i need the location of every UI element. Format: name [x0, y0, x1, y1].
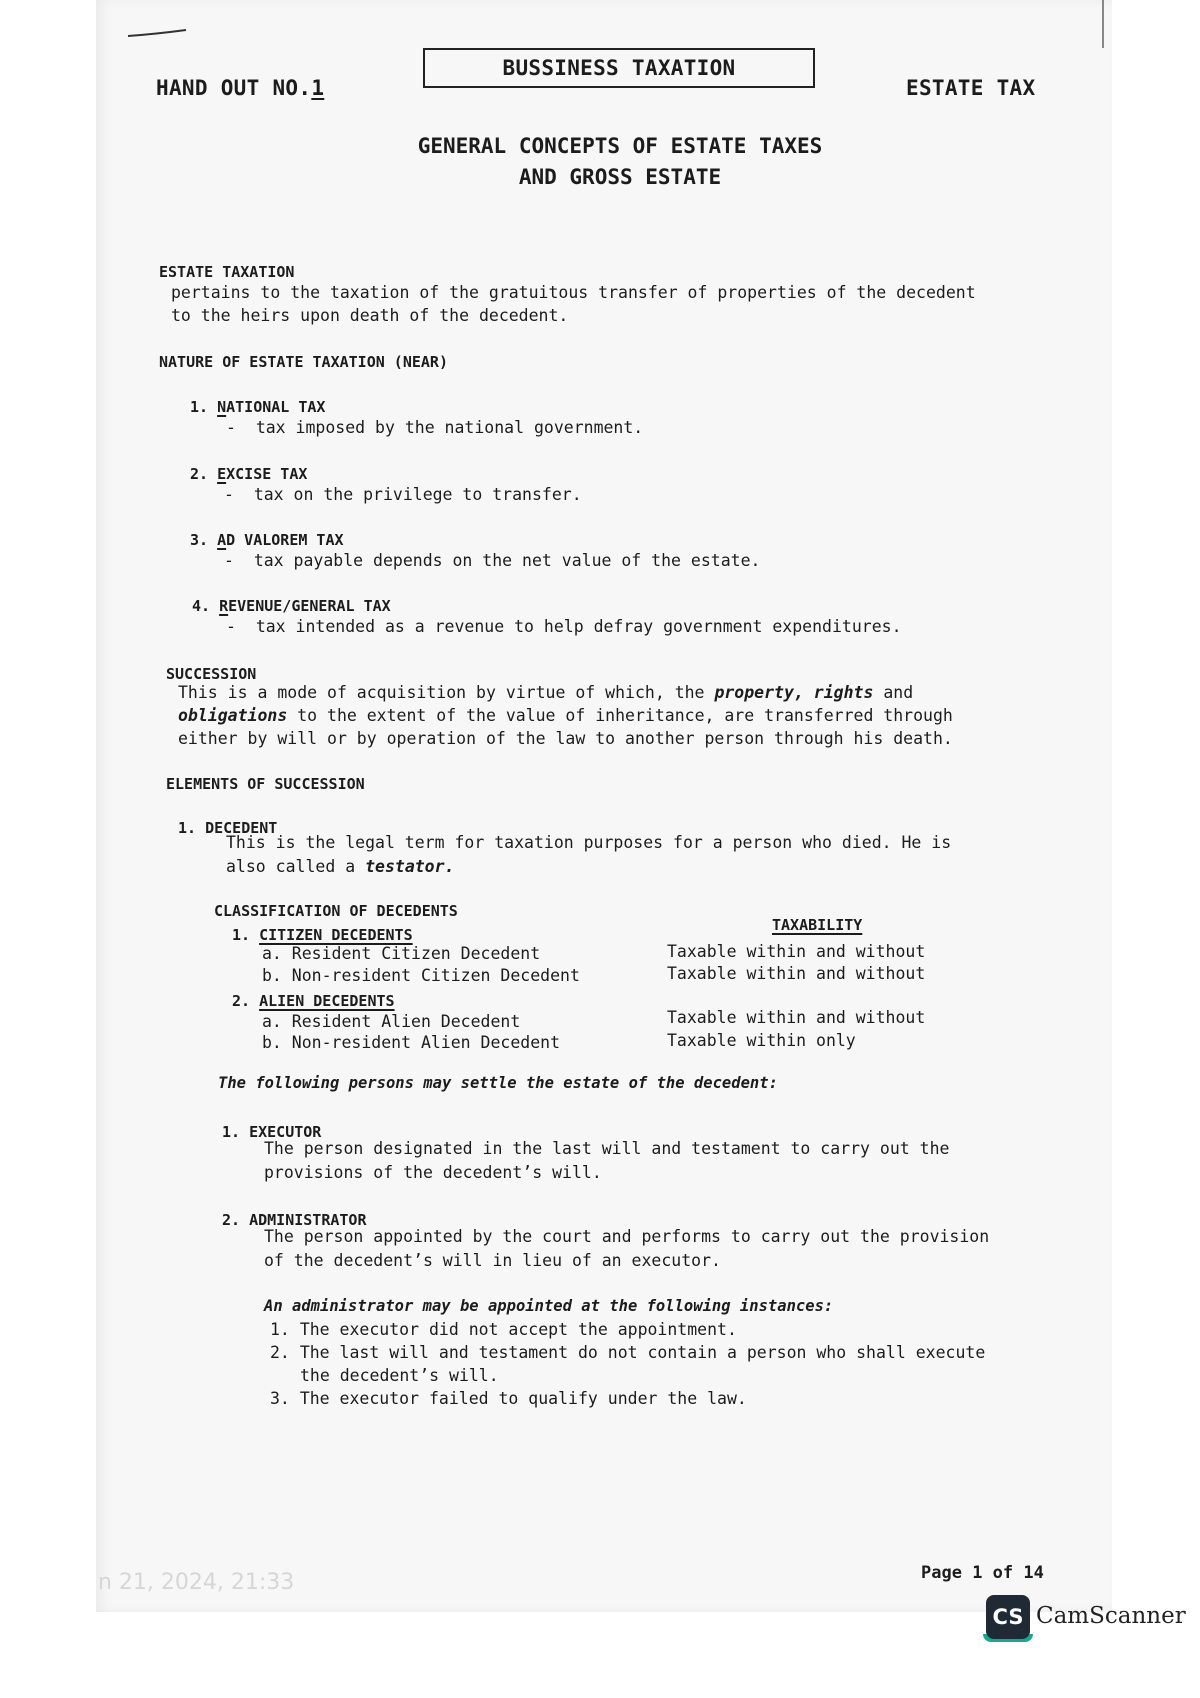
- item-number: 2.: [232, 992, 251, 1010]
- classification-heading: CLASSIFICATION OF DECEDENTS: [214, 902, 458, 920]
- citizen-row-resident: a. Resident Citizen Decedent: [262, 944, 541, 963]
- decedent-def-line2: [226, 855, 454, 878]
- document-title-line1: GENERAL CONCEPTS OF ESTATE TAXES: [417, 134, 823, 158]
- succession-line2: [178, 704, 953, 727]
- nature-desc-excise: [224, 483, 582, 506]
- item-number: 1.: [190, 398, 209, 416]
- item-number: 1.: [232, 926, 251, 944]
- item-label: EXECUTOR: [249, 1123, 322, 1141]
- item-description: tax intended as a revenue to help defray government expenditures.: [255, 617, 902, 636]
- succession-line1: [178, 681, 913, 704]
- alien-decedents-label: [232, 992, 395, 1010]
- item-number: 4.: [192, 597, 211, 615]
- handout-number: 1: [311, 76, 325, 100]
- instances-intro: An administrator may be appointed at the following instances:: [264, 1297, 834, 1315]
- settle-intro: The following persons may settle the estate of the decedent:: [218, 1074, 778, 1092]
- text-run: to the extent of the value of inheritance, are transferred through: [287, 706, 953, 725]
- instance-item-1: [270, 1318, 737, 1341]
- emphasis-obligations: obligations: [178, 706, 288, 725]
- page-edge-line: [1102, 0, 1104, 48]
- nature-item-revenue: [192, 597, 391, 615]
- nature-item-national: [190, 398, 325, 416]
- text-run: This is a mode of acquisition by virtue of which, the: [178, 683, 715, 702]
- nature-desc-national: [226, 416, 643, 439]
- item-initial: E: [217, 465, 227, 483]
- camscanner-brand: CamScanner: [1036, 1603, 1186, 1629]
- administrator-def-line2: of the decedent’s will in lieu of an executor.: [264, 1251, 721, 1270]
- item-label: CITIZEN DECEDENTS: [259, 926, 413, 944]
- handout-text: HAND OUT NO.: [156, 76, 312, 100]
- alien-row-resident-taxability: Taxable within and without: [667, 1008, 926, 1027]
- dash-bullet: -: [224, 485, 234, 504]
- item-number: 2.: [222, 1211, 241, 1229]
- subject-box: [423, 48, 815, 88]
- estate-taxation-heading: ESTATE TAXATION: [159, 263, 295, 281]
- item-number: 3.: [190, 531, 209, 549]
- item-number: 1.: [270, 1320, 290, 1339]
- emphasis-testator: testator.: [365, 857, 455, 876]
- instance-item-2-cont: the decedent’s will.: [300, 1366, 499, 1385]
- dash-bullet: -: [224, 551, 234, 570]
- page-label: Page: [921, 1563, 973, 1583]
- nature-desc-ad-valorem: [224, 549, 760, 572]
- item-label: XCISE TAX: [226, 465, 308, 483]
- item-text: The executor did not accept the appointment.: [299, 1320, 737, 1339]
- dash-bullet: -: [226, 418, 236, 437]
- nature-item-ad-valorem: [190, 531, 344, 549]
- alien-row-resident: a. Resident Alien Decedent: [262, 1012, 521, 1031]
- item-description: tax imposed by the national government.: [255, 418, 644, 437]
- item-initial: N: [217, 398, 227, 416]
- page-of: of: [982, 1563, 1024, 1583]
- item-label: ATIONAL TAX: [226, 398, 326, 416]
- subject-title: BUSSINESS TAXATION: [502, 56, 736, 80]
- emphasis-property-rights: property, rights: [714, 683, 874, 702]
- nature-heading: NATURE OF ESTATE TAXATION (NEAR): [159, 353, 448, 371]
- topic-label: ESTATE TAX: [906, 76, 1036, 100]
- item-number: 1.: [222, 1123, 241, 1141]
- nature-desc-revenue: [226, 615, 902, 638]
- item-label: D VALOREM TAX: [226, 531, 344, 549]
- citizen-row-resident-taxability: Taxable within and without: [667, 942, 926, 961]
- document-title-line2: AND GROSS ESTATE: [518, 165, 722, 189]
- item-number: 3.: [270, 1389, 290, 1408]
- item-description: tax payable depends on the net value of the estate.: [253, 551, 761, 570]
- item-initial: R: [219, 597, 229, 615]
- decedent-def-line1: This is the legal term for taxation purposes for a person who died. He is: [226, 833, 952, 852]
- page-total: 14: [1023, 1563, 1044, 1583]
- item-description: tax on the privilege to transfer.: [253, 485, 582, 504]
- item-number: 2.: [270, 1343, 290, 1362]
- pen-mark: [126, 28, 190, 38]
- item-label: ADMINISTRATOR: [249, 1211, 367, 1229]
- item-label: ALIEN DECEDENTS: [259, 992, 395, 1010]
- item-text: The last will and testament do not contain a person who shall execute: [299, 1343, 986, 1362]
- text-run: and: [873, 683, 914, 702]
- succession-line3: either by will or by operation of the law to another person through his death.: [178, 729, 953, 748]
- alien-row-nonresident-taxability: Taxable within only: [667, 1031, 856, 1050]
- page-current: 1: [972, 1563, 983, 1583]
- instance-item-2: [270, 1341, 985, 1364]
- estate-taxation-def-line2: to the heirs upon death of the decedent.: [171, 306, 569, 325]
- item-number: 1.: [178, 819, 197, 837]
- camscanner-logo-icon: [986, 1595, 1030, 1639]
- logo-text: CS: [992, 1605, 1024, 1629]
- alien-row-nonresident: b. Non-resident Alien Decedent: [262, 1033, 561, 1052]
- item-label: EVENUE/GENERAL TAX: [228, 597, 391, 615]
- handout-label: [156, 76, 324, 100]
- elements-heading: ELEMENTS OF SUCCESSION: [166, 775, 365, 793]
- item-text: The executor failed to qualify under the law.: [299, 1389, 747, 1408]
- dash-bullet: -: [226, 617, 236, 636]
- document-page: [96, 0, 1112, 1612]
- taxability-heading: TAXABILITY: [772, 916, 863, 934]
- text-run: also called a: [226, 857, 366, 876]
- scan-timestamp: n 21, 2024, 21:33: [98, 1570, 295, 1595]
- item-label: DECEDENT: [205, 819, 278, 837]
- nature-item-excise: [190, 465, 307, 483]
- page-number: [921, 1563, 1044, 1583]
- executor-def-line1: The person designated in the last will and testament to carry out the: [264, 1139, 950, 1158]
- instance-item-3: [270, 1387, 747, 1410]
- executor-def-line2: provisions of the decedent’s will.: [264, 1163, 602, 1182]
- administrator-def-line1: The person appointed by the court and performs to carry out the provision: [264, 1227, 990, 1246]
- item-number: 2.: [190, 465, 209, 483]
- succession-heading: SUCCESSION: [166, 665, 257, 683]
- item-initial: A: [217, 531, 227, 549]
- estate-taxation-def-line1: pertains to the taxation of the gratuitous transfer of properties of the decedent: [171, 283, 976, 302]
- citizen-row-nonresident: b. Non-resident Citizen Decedent: [262, 966, 580, 985]
- citizen-row-nonresident-taxability: Taxable within and without: [667, 964, 926, 983]
